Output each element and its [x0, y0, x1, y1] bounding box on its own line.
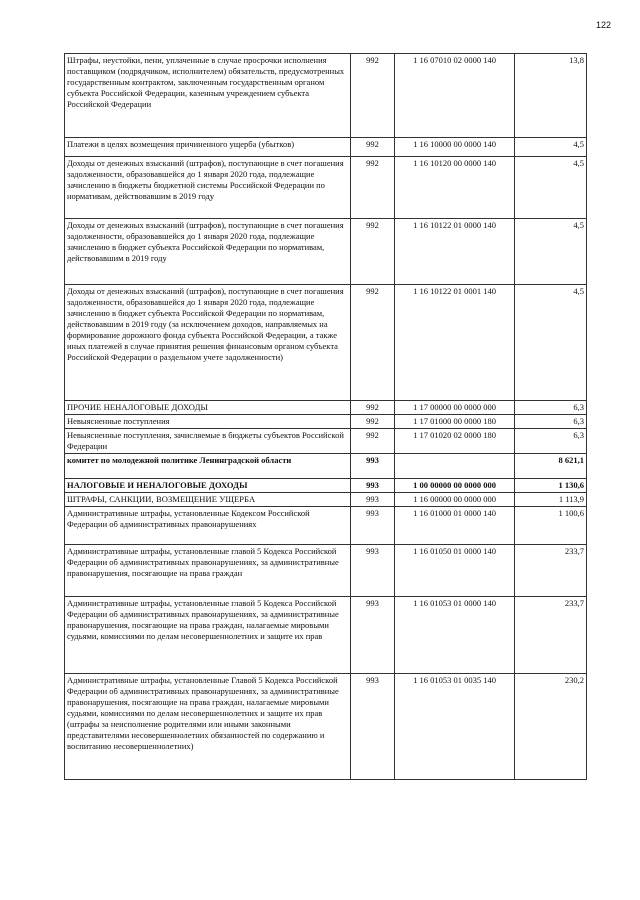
row-amount: 6,3 — [515, 415, 587, 429]
row-name: Доходы от денежных взысканий (штрафов), поступающие в счет погашения задолженности, образовавшейся до 1 января 2020 года, подлежащие зачислению в бюджет субъекта Российской Федерации по нормативам, действовавшим в 2019 году (за исключением доходов, направляемых на формирование дорожного фонда субъекта Российской Федерации, а также иных платежей в случае принятия решения финансовым органом субъекта Российской Федерации о раздельном учете задолженности) — [65, 285, 351, 401]
row-name: Административные штрафы, установленные главой 5 Кодекса Российской Федерации об административных правонарушениях, за административные правонарушения, посягающие на права граждан, налагаемые мировыми судьями, комиссиями по делам несовершеннолетних и защите их прав — [65, 597, 351, 674]
row-kbk: 1 17 01020 02 0000 180 — [395, 429, 515, 454]
row-name: Административные штрафы, установленные главой 5 Кодекса Российской Федерации об административных правонарушениях, за административные правонарушения, посягающие на права граждан — [65, 545, 351, 597]
table-row — [65, 429, 587, 454]
row-amount: 233,7 — [515, 597, 587, 674]
row-kbk: 1 17 01000 00 0000 180 — [395, 415, 515, 429]
row-amount: 4,5 — [515, 138, 587, 157]
table-row — [65, 219, 587, 285]
row-amount: 13,8 — [515, 54, 587, 138]
row-name: Доходы от денежных взысканий (штрафов), поступающие в счет погашения задолженности, образовавшейся до 1 января 2020 года, подлежащие зачислению в бюджет субъекта Российской Федерации по нормативам, действовавшим в 2019 году — [65, 219, 351, 285]
table-row — [65, 401, 587, 415]
table-row — [65, 674, 587, 780]
row-name: комитет по молодежной политике Ленинградской области — [65, 454, 351, 479]
table-row — [65, 285, 587, 401]
row-code: 992 — [351, 415, 395, 429]
row-kbk: 1 16 01053 01 0000 140 — [395, 597, 515, 674]
row-amount: 6,3 — [515, 401, 587, 415]
table-row — [65, 493, 587, 507]
row-code: 992 — [351, 219, 395, 285]
row-name: Платежи в целях возмещения причиненного ущерба (убытков) — [65, 138, 351, 157]
row-kbk: 1 16 10120 00 0000 140 — [395, 157, 515, 219]
row-amount: 4,5 — [515, 157, 587, 219]
row-name: Штрафы, неустойки, пени, уплаченные в случае просрочки исполнения поставщиком (подрядчиком, исполнителем) обязательств, предусмотренных государственным контрактом, заключенным государственным органом субъекта Российской Федерации, казенным учреждением субъекта Российской Федерации — [65, 54, 351, 138]
row-code: 992 — [351, 138, 395, 157]
row-code: 992 — [351, 285, 395, 401]
row-code: 993 — [351, 545, 395, 597]
table-row — [65, 157, 587, 219]
row-kbk: 1 16 00000 00 0000 000 — [395, 493, 515, 507]
revenue-table — [64, 53, 587, 780]
row-amount: 4,5 — [515, 219, 587, 285]
row-kbk: 1 00 00000 00 0000 000 — [395, 479, 515, 493]
table-row — [65, 597, 587, 674]
row-kbk: 1 16 01053 01 0035 140 — [395, 674, 515, 780]
row-code: 993 — [351, 479, 395, 493]
row-kbk — [395, 454, 515, 479]
table-row — [65, 454, 587, 479]
row-name: ШТРАФЫ, САНКЦИИ, ВОЗМЕЩЕНИЕ УЩЕРБА — [65, 493, 351, 507]
row-amount: 8 621,1 — [515, 454, 587, 479]
row-code: 993 — [351, 493, 395, 507]
row-amount: 233,7 — [515, 545, 587, 597]
row-kbk: 1 17 00000 00 0000 000 — [395, 401, 515, 415]
row-name: Невыясненные поступления, зачисляемые в бюджеты субъектов Российской Федерации — [65, 429, 351, 454]
row-amount: 4,5 — [515, 285, 587, 401]
table-row — [65, 138, 587, 157]
row-kbk: 1 16 07010 02 0000 140 — [395, 54, 515, 138]
row-name: Административные штрафы, установленные Кодексом Российской Федерации об административных правонарушениях — [65, 507, 351, 545]
row-code: 992 — [351, 157, 395, 219]
row-kbk: 1 16 10122 01 0000 140 — [395, 219, 515, 285]
row-kbk: 1 16 01000 01 0000 140 — [395, 507, 515, 545]
row-name: Невыясненные поступления — [65, 415, 351, 429]
table-row — [65, 415, 587, 429]
table-row — [65, 545, 587, 597]
row-name: Административные штрафы, установленные Главой 5 Кодекса Российской Федерации об административных правонарушениях, за административные правонарушения, посягающие на права граждан, налагаемые мировыми судьями, комиссиями по делам несовершеннолетних и защите их прав (штрафы за неисполнение родителями или иными законными представителями несовершеннолетних обязанностей по содержанию и воспитанию несовершеннолетних) — [65, 674, 351, 780]
table-row — [65, 507, 587, 545]
row-code: 993 — [351, 454, 395, 479]
row-kbk: 1 16 01050 01 0000 140 — [395, 545, 515, 597]
row-amount: 230,2 — [515, 674, 587, 780]
page-number: 122 — [596, 20, 612, 30]
row-code: 992 — [351, 429, 395, 454]
table-row — [65, 479, 587, 493]
row-name: ПРОЧИЕ НЕНАЛОГОВЫЕ ДОХОДЫ — [65, 401, 351, 415]
row-code: 992 — [351, 401, 395, 415]
table-row — [65, 54, 587, 138]
row-amount: 1 130,6 — [515, 479, 587, 493]
row-amount: 1 100,6 — [515, 507, 587, 545]
row-code: 993 — [351, 507, 395, 545]
row-code: 993 — [351, 597, 395, 674]
row-name: Доходы от денежных взысканий (штрафов), поступающие в счет погашения задолженности, образовавшейся до 1 января 2020 года, подлежащие зачислению в бюджеты бюджетной системы Российской Федерации по нормативам, действовавшим в 2019 году — [65, 157, 351, 219]
row-name: НАЛОГОВЫЕ И НЕНАЛОГОВЫЕ ДОХОДЫ — [65, 479, 351, 493]
row-amount: 1 113,9 — [515, 493, 587, 507]
row-code: 993 — [351, 674, 395, 780]
row-kbk: 1 16 10000 00 0000 140 — [395, 138, 515, 157]
row-amount: 6,3 — [515, 429, 587, 454]
row-code: 992 — [351, 54, 395, 138]
row-kbk: 1 16 10122 01 0001 140 — [395, 285, 515, 401]
